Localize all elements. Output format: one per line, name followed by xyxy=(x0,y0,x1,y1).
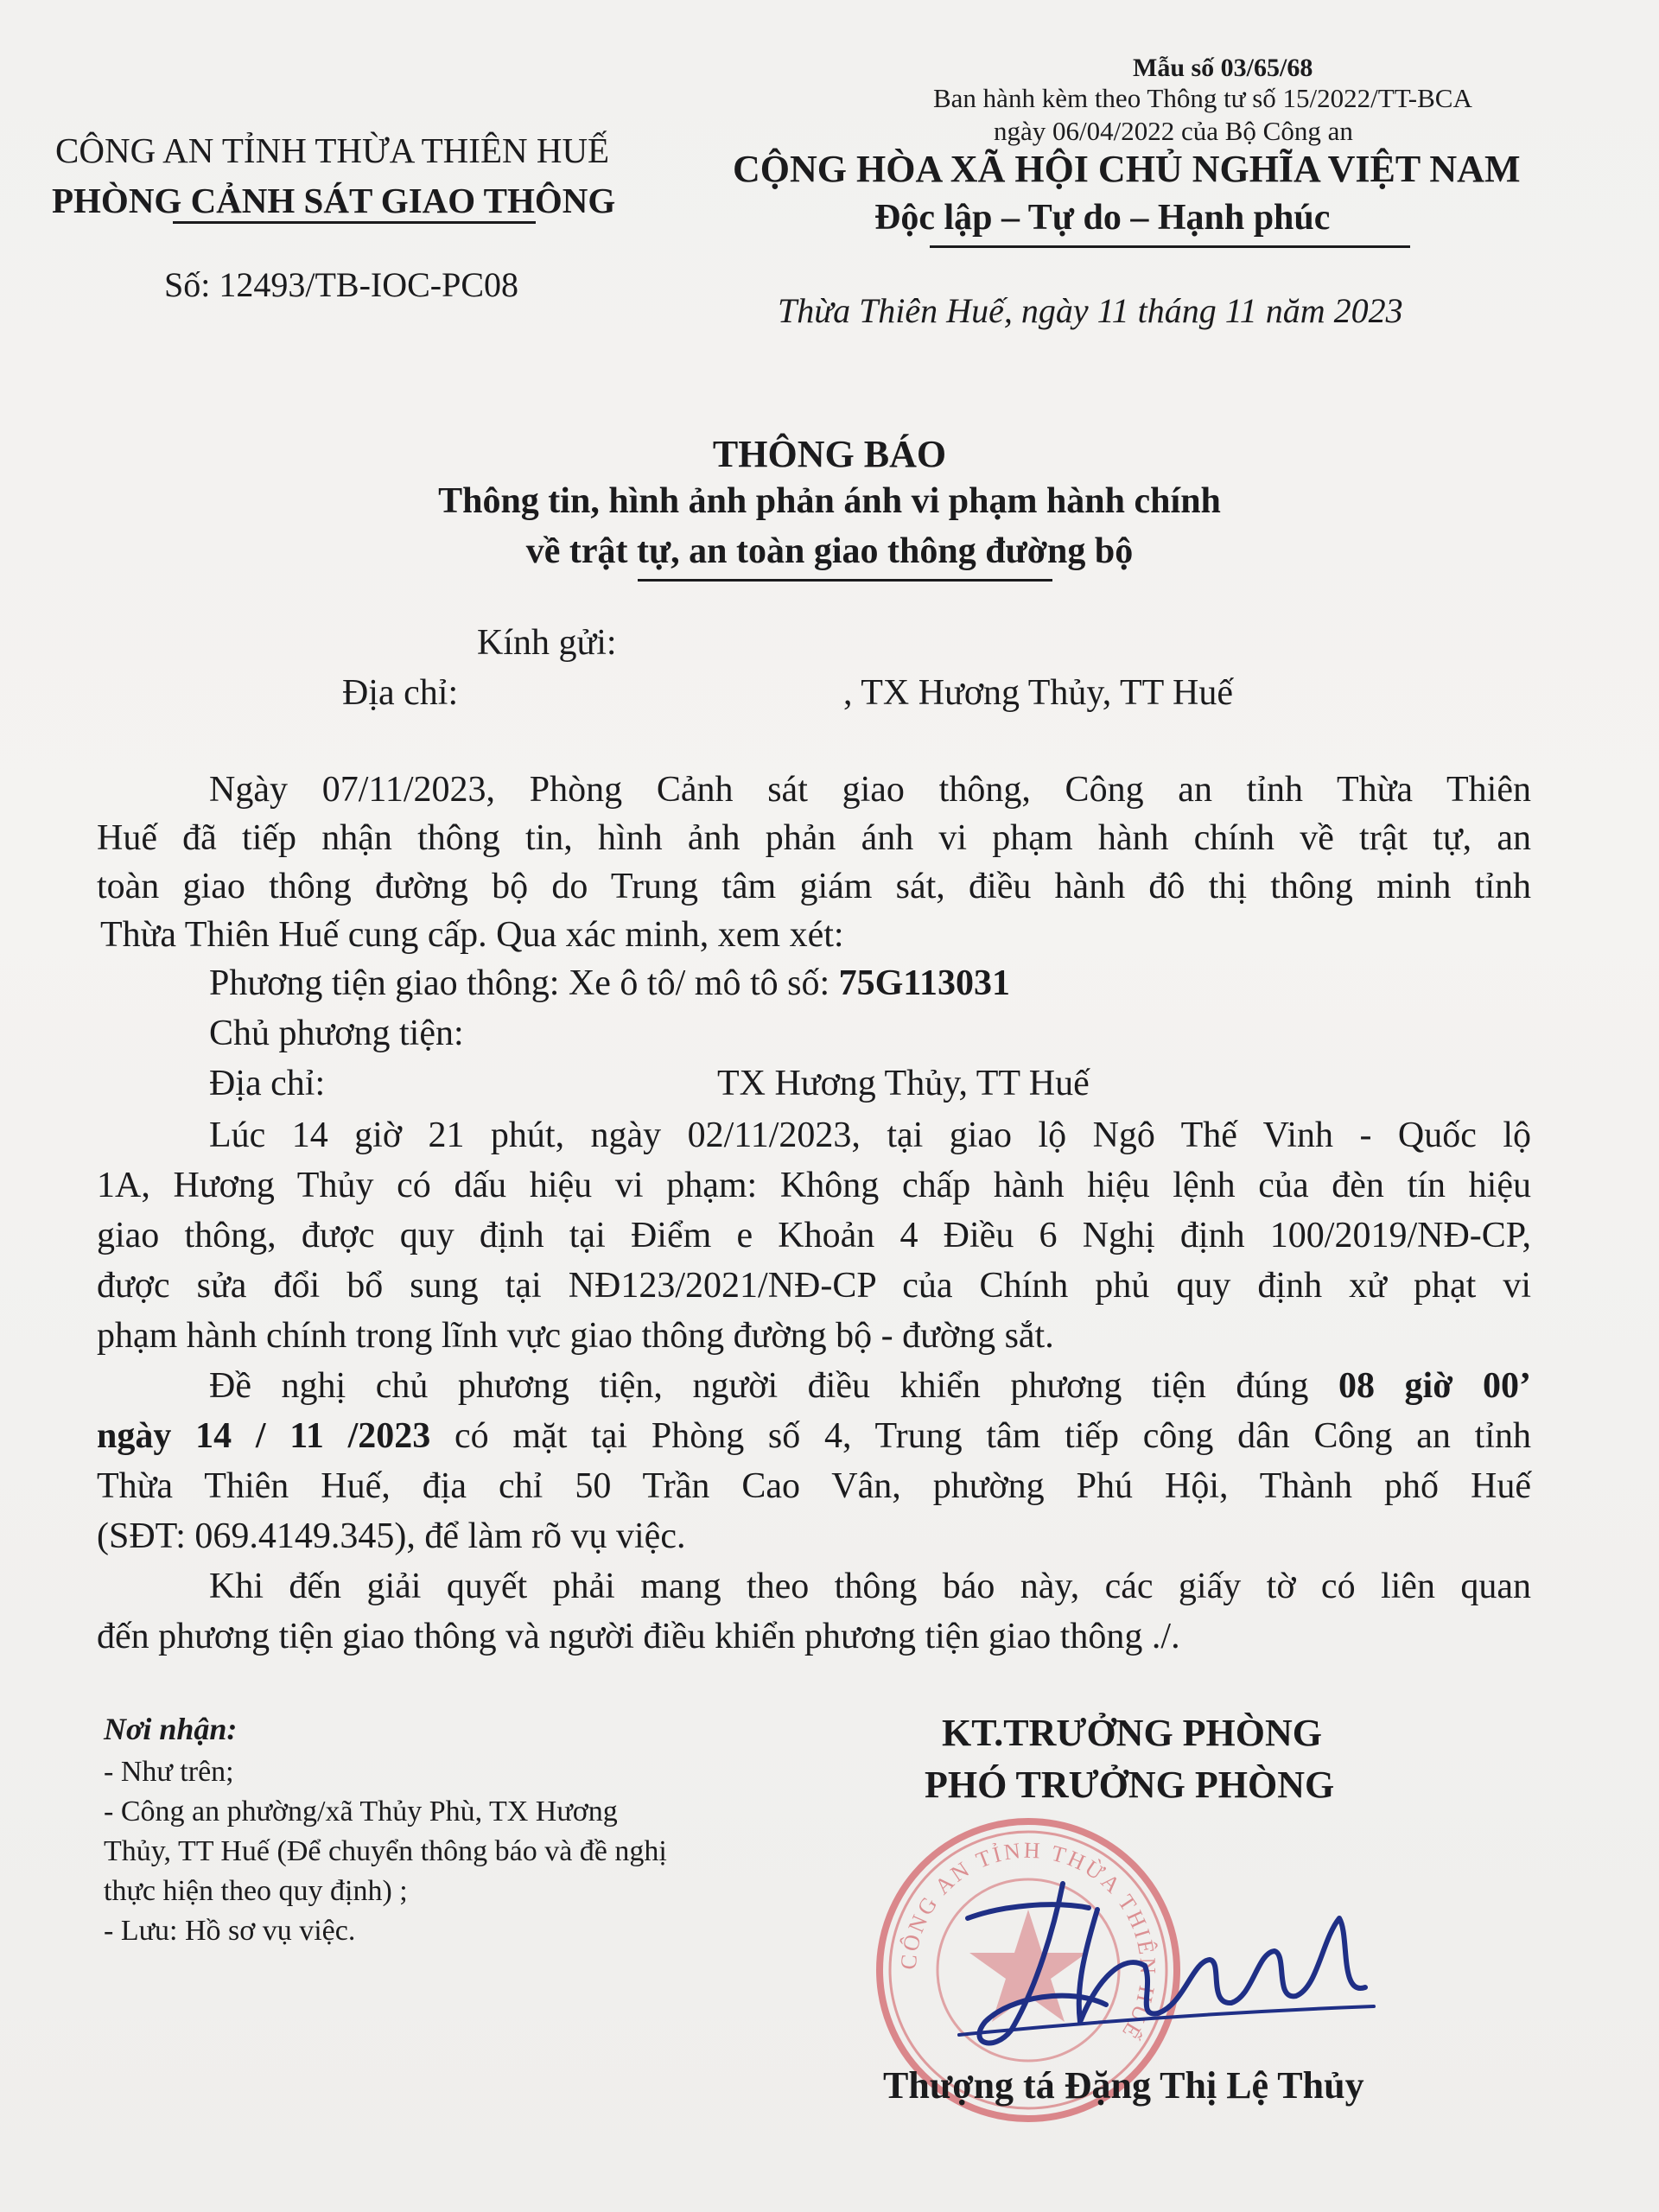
national-motto: Độc lập – Tự do – Hạnh phúc xyxy=(874,198,1331,238)
body-line xyxy=(97,1415,1531,1457)
body-text: Đề nghị chủ phương tiện, người điều khiển phương tiện đúng xyxy=(209,1366,1338,1406)
signer-name: Thượng tá Đặng Thị Lệ Thủy xyxy=(883,2064,1364,2107)
owner-address-value: TX Hương Thủy, TT Huế xyxy=(717,1064,1090,1103)
country-name: CỘNG HÒA XÃ HỘI CHỦ NGHĨA VIỆT NAM xyxy=(733,148,1521,190)
body-line: (SĐT: 069.4149.345), để làm rõ vụ việc. xyxy=(97,1516,686,1556)
owner-label: Chủ phương tiện: xyxy=(209,1014,464,1053)
owner-line xyxy=(209,1013,464,1054)
body-line: toàn giao thông đường bộ do Trung tâm giám sát, điều hành đô thị thông minh tỉnh xyxy=(97,867,1531,906)
vehicle-line xyxy=(209,963,1010,1004)
body-line: Lúc 14 giờ 21 phút, ngày 02/11/2023, tại giao lộ Ngô Thế Vinh - Quốc lộ xyxy=(209,1116,1531,1155)
appointment-date: ngày 14 / 11 /2023 xyxy=(97,1416,431,1456)
body-line: 1A, Hương Thủy có dấu hiệu vi phạm: Không chấp hành hiệu lệnh của đèn tín hiệu xyxy=(97,1166,1531,1205)
form-note: ngày 06/04/2022 của Bộ Công an xyxy=(994,116,1353,146)
signer-title: KT.TRƯỞNG PHÒNG xyxy=(942,1712,1322,1754)
document-number: Số: 12493/TB-IOC-PC08 xyxy=(164,265,519,304)
document-subtitle: về trật tự, an toàn giao thông đường bộ xyxy=(525,531,1134,571)
body-line: phạm hành chính trong lĩnh vực giao thông đường bộ - đường sắt. xyxy=(97,1316,1054,1356)
place-and-date: Thừa Thiên Huế, ngày 11 tháng 11 năm 2023 xyxy=(778,291,1403,330)
recipient-entry: - Lưu: Hồ sơ vụ việc. xyxy=(104,1915,356,1947)
form-note: Ban hành kèm theo Thông tư số 15/2022/TT-BCA xyxy=(933,83,1472,113)
recipient-address-line xyxy=(342,672,1233,714)
subtitle-underline xyxy=(638,579,1052,582)
agency-underline xyxy=(173,221,536,224)
recipient-entry: - Công an phường/xã Thủy Phù, TX Hương xyxy=(104,1796,618,1827)
body-line xyxy=(209,1365,1531,1407)
recipient-entry: thực hiện theo quy định) ; xyxy=(104,1875,408,1907)
document-title: THÔNG BÁO xyxy=(712,433,947,475)
body-line: đến phương tiện giao thông và người điều khiển phương tiện giao thông ./. xyxy=(97,1617,1180,1656)
vehicle-plate: 75G113031 xyxy=(838,963,1010,1003)
agency-parent: CÔNG AN TỈNH THỪA THIÊN HUẾ xyxy=(55,130,610,170)
signer-title: PHÓ TRƯỞNG PHÒNG xyxy=(925,1764,1335,1806)
body-line: Huế đã tiếp nhận thông tin, hình ảnh phản ánh vi phạm hành chính về trật tự, an xyxy=(97,818,1531,858)
signature-icon xyxy=(933,1858,1382,2065)
recipient-line xyxy=(477,622,617,664)
body-line: Thừa Thiên Huế cung cấp. Qua xác minh, xem xét: xyxy=(100,915,844,955)
address-value: , TX Hương Thủy, TT Huế xyxy=(843,673,1233,713)
seal-text: CÔNG AN TỈNH THỪA THIÊN HUẾ xyxy=(895,1837,1161,2045)
recipients-heading: Nơi nhận: xyxy=(104,1712,238,1746)
recipient-label: Kính gửi: xyxy=(477,623,617,663)
body-line: được sửa đổi bổ sung tại NĐ123/2021/NĐ-CP của Chính phủ quy định xử phạt vi xyxy=(97,1266,1531,1306)
vehicle-label: Phương tiện giao thông: Xe ô tô/ mô tô số: xyxy=(209,963,839,1003)
body-text: có mặt tại Phòng số 4, Trung tâm tiếp công dân Công an tỉnh xyxy=(430,1416,1531,1456)
body-line: giao thông, được quy định tại Điểm e Khoản 4 Điều 6 Nghị định 100/2019/NĐ-CP, xyxy=(97,1216,1531,1255)
address-label: Địa chỉ: xyxy=(342,673,459,713)
form-code: Mẫu số 03/65/68 xyxy=(1133,54,1313,82)
body-line: Thừa Thiên Huế, địa chỉ 50 Trần Cao Vân, phường Phú Hội, Thành phố Huế xyxy=(97,1466,1531,1506)
document-subtitle: Thông tin, hình ảnh phản ánh vi phạm hành chính xyxy=(438,481,1221,521)
recipient-entry: Thủy, TT Huế (Để chuyển thông báo và đề nghị xyxy=(104,1835,667,1867)
motto-underline xyxy=(930,245,1410,248)
owner-address-label: Địa chỉ: xyxy=(209,1064,326,1103)
recipient-entry: - Như trên; xyxy=(104,1756,234,1788)
owner-address-line xyxy=(209,1063,1090,1104)
body-line: Ngày 07/11/2023, Phòng Cảnh sát giao thông, Công an tỉnh Thừa Thiên xyxy=(209,770,1531,810)
appointment-time: 08 giờ 00’ xyxy=(1338,1366,1531,1406)
body-line: Khi đến giải quyết phải mang theo thông báo này, các giấy tờ có liên quan xyxy=(209,1567,1531,1606)
agency-name: PHÒNG CẢNH SÁT GIAO THÔNG xyxy=(52,181,616,220)
